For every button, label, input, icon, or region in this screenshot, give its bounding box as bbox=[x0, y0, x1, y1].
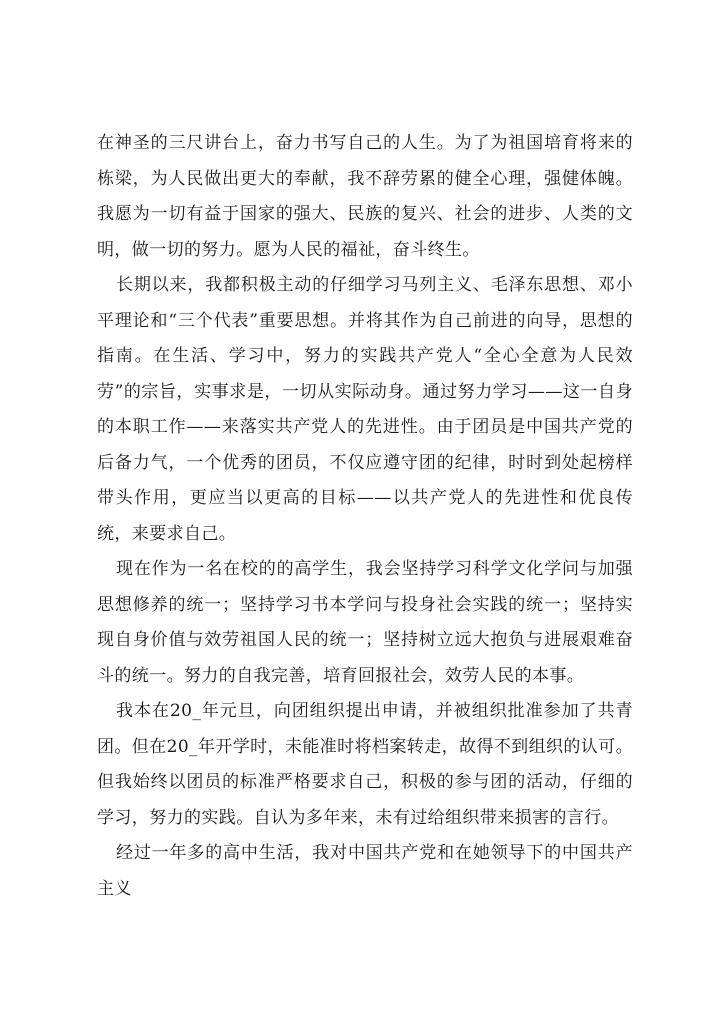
paragraph-3: 现在作为一名在校的的高学生，我会坚持学习科学文化学问与加强思想修养的统一；坚持学习书本学问与投身社会实践的统一；坚持实现自身价值与效劳祖国人民的统一；坚持树立远大抱负与进展艰难奋斗的统一。努力的自我完善，培育回报社会，效劳人民的本事。 bbox=[97, 559, 633, 686]
document-body bbox=[97, 126, 633, 907]
paragraph-1: 在神圣的三尺讲台上，奋力书写自己的人生。为了为祖国培育将来的栋梁，为人民做出更大的奉献，我不辞劳累的健全心理，强健体魄。我愿为一切有益于国家的强大、民族的复兴、社会的进步、人类的文明，做一切的努力。愿为人民的福祉，奋斗终生。 bbox=[97, 133, 633, 260]
paragraph-5: 经过一年多的高中生活，我对中国共产党和在她领导下的中国共产主义 bbox=[97, 843, 633, 899]
paragraph-4: 我本在20_年元旦，向团组织提出申请，并被组织批准参加了共青团。但在20_年开学时，未能准时将档案转走，故得不到组织的认可。但我始终以团员的标准严格要求自己，积极的参与团的活动，仔细的学习，努力的实践。自认为多年来，未有过给组织带来损害的言行。 bbox=[97, 701, 633, 828]
paragraph-2: 长期以来，我都积极主动的仔细学习马列主义、毛泽东思想、邓小平理论和“三个代表”重要思想。并将其作为自己前进的向导，思想的指南。在生活、学习中，努力的实践共产党人“全心全意为人民效劳”的宗旨，实事求是，一切从实际动身。通过努力学习——这一自身的本职工作——来落实共产党人的先进性。由于团员是中国共产党的后备力气，一个优秀的团员，不仅应遵守团的纪律，时时到处起榜样带头作用，更应当以更高的目标——以共产党人的先进性和优良传统，来要求自己。 bbox=[97, 275, 633, 544]
